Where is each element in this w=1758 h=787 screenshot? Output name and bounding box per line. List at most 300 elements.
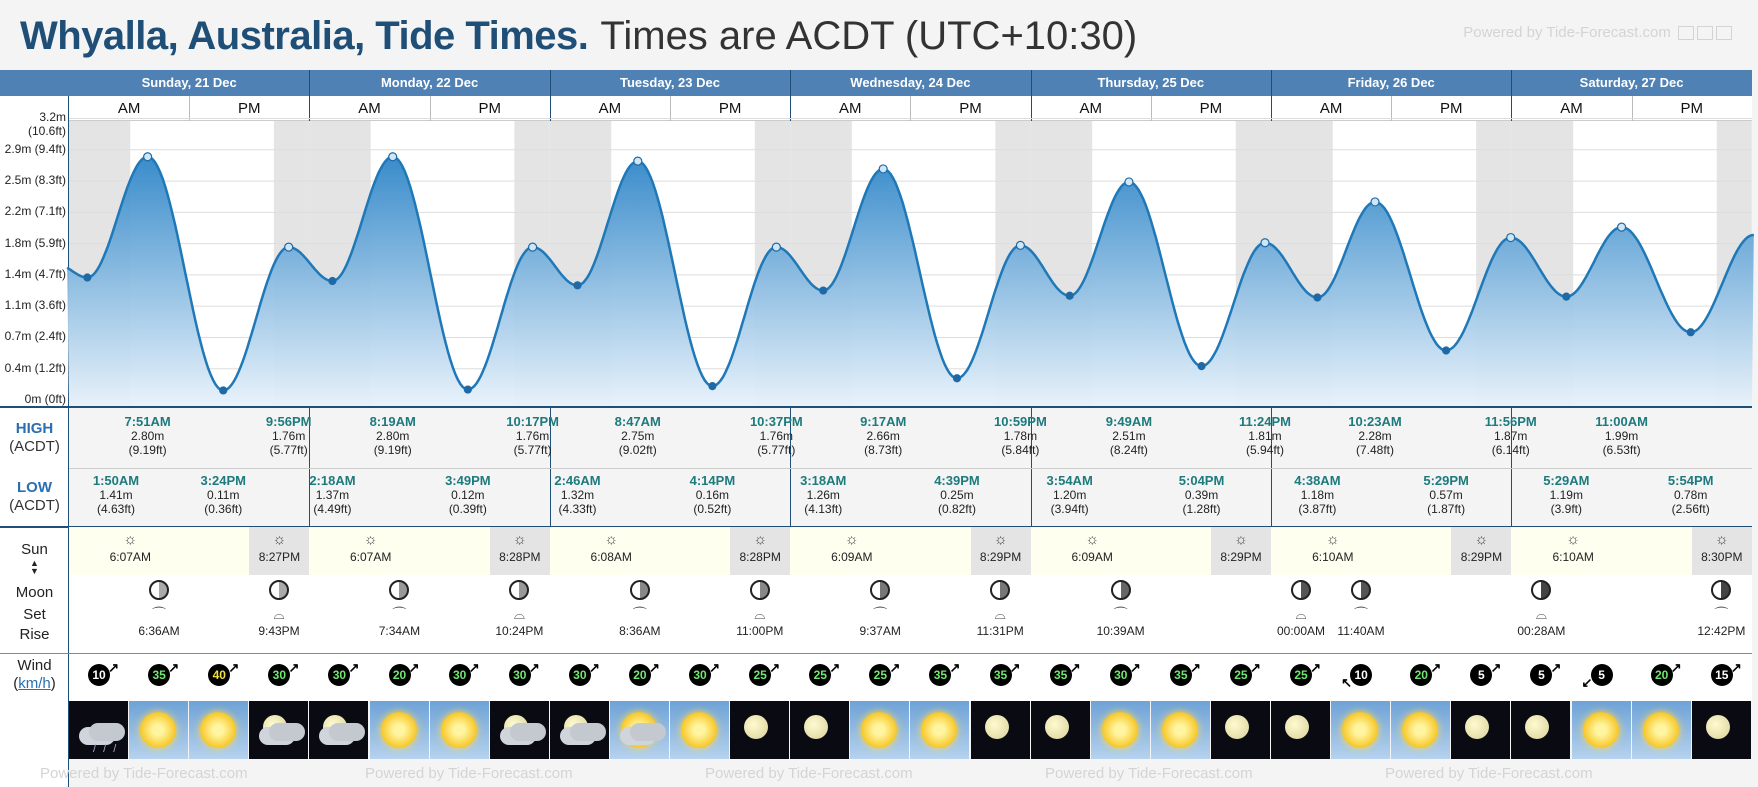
tide-time: 11:56PM — [1484, 414, 1537, 429]
tide-time: 9:49AM — [1105, 414, 1153, 429]
wind-speed: 35 — [933, 668, 948, 682]
sunrise-icon: ☼ — [1566, 531, 1581, 548]
wind-speed: 10 — [92, 668, 106, 682]
tide-time: 10:59PM — [994, 414, 1047, 429]
low-tide-entry — [667, 474, 757, 516]
tide-time: 10:17PM — [506, 414, 559, 429]
wind-speed: 20 — [392, 668, 407, 682]
wind-speed: 35 — [993, 668, 1008, 682]
low-tide-entry — [1157, 474, 1247, 516]
low-row-label — [0, 479, 69, 515]
sun-shape — [1583, 712, 1619, 748]
moonrise-time: 8:36AM — [619, 624, 661, 638]
wind-speed: 10 — [1354, 668, 1368, 682]
tide-height-ft: (5.77ft) — [269, 443, 308, 457]
noon-divider — [910, 96, 911, 121]
low-tide-point — [709, 383, 716, 390]
pm-label: PM — [1440, 100, 1463, 117]
sunrise-time: 6:10AM — [1312, 550, 1354, 564]
wind-speed: 30 — [693, 668, 707, 682]
tide-height-ft: (4.63ft) — [96, 502, 135, 516]
tide-height-ft: (6.14ft) — [1491, 443, 1530, 457]
tide-time: 9:17AM — [860, 414, 907, 429]
moonrise-icon: ⌒ — [392, 606, 407, 622]
moonrise-time: 7:34AM — [378, 624, 421, 638]
wind-direction-icon: ↗ — [1730, 660, 1742, 675]
y-tick-label: 1.8m (5.9ft) — [4, 235, 66, 250]
moon-phase-icon — [1291, 580, 1311, 600]
moon-label: Moon — [15, 584, 54, 601]
tide-height-ft: (0.39ft) — [448, 502, 487, 516]
moonset-time: 9:43PM — [258, 624, 300, 638]
tide-height-m: 1.87m — [1494, 429, 1528, 443]
chart-bottom-divider — [0, 406, 1752, 408]
sun-icon — [850, 701, 909, 759]
sun-shape — [381, 712, 417, 748]
high-tide-point — [1016, 241, 1024, 249]
am-label: AM — [1079, 100, 1102, 117]
sunrise-icon: ☼ — [123, 531, 138, 548]
y-tick-label: 0m (0ft) — [24, 392, 66, 406]
moonrise-icon: ⌒ — [632, 606, 647, 622]
moonrise-event — [603, 580, 677, 638]
noon-divider — [1151, 96, 1152, 121]
tide-height-m: 1.18m — [1300, 488, 1335, 502]
high-tide-point — [144, 153, 152, 161]
wind-speed-badge — [1711, 660, 1742, 686]
wind-speed-badge — [569, 660, 600, 686]
low-tide-entry — [1646, 474, 1736, 516]
moon-shape — [804, 715, 828, 739]
wind-speed: 40 — [212, 668, 226, 682]
cloud-shape — [630, 723, 666, 741]
sun-icon — [670, 701, 729, 759]
wind-direction-icon: ↗ — [1310, 660, 1322, 675]
tide-height-ft: (0.82ft) — [937, 502, 976, 516]
moon-shape — [1465, 715, 1489, 739]
y-tick-label: 2.9m (9.4ft) — [4, 141, 66, 156]
sun-shape — [921, 712, 957, 748]
wind-direction-icon: ↗ — [1550, 660, 1562, 675]
wind-speed: 25 — [873, 668, 888, 682]
rain-shape: / / / — [93, 743, 119, 755]
tide-height-ft: (0.52ft) — [693, 502, 732, 516]
sunset-time: 8:29PM — [1460, 550, 1503, 564]
sunrise-icon: ☼ — [363, 531, 378, 548]
sun-label: Sun — [21, 541, 48, 558]
wind-speed: 35 — [152, 668, 166, 682]
tide-height-m: 1.19m — [1549, 488, 1583, 502]
tide-height-ft: (4.33ft) — [558, 502, 597, 516]
sun-icon — [430, 701, 489, 759]
moon-phase-icon — [509, 580, 529, 600]
wind-speed-badge — [1050, 660, 1081, 686]
moonset-icon: ⌓ — [1535, 606, 1547, 622]
moon-icon — [1451, 701, 1510, 759]
tide-height-m: 2.80m — [130, 429, 165, 443]
moonset-time: 10:24PM — [495, 624, 544, 638]
wind-speed-badge — [1170, 660, 1201, 686]
wind-speed-badge — [88, 660, 120, 686]
low-tz-label: (ACDT) — [9, 497, 60, 514]
moon-icon — [1211, 701, 1270, 759]
tide-chart — [0, 121, 1752, 407]
tide-height-ft: (2.56ft) — [1671, 502, 1710, 516]
wind-speed: 15 — [1715, 668, 1729, 682]
moonset-time: 00:00AM — [1276, 624, 1326, 638]
sunrise-event — [576, 530, 646, 564]
sun-shape — [441, 712, 477, 748]
sunrise-time: 6:07AM — [109, 550, 151, 564]
sunset-icon: ☼ — [272, 531, 287, 548]
wind-speed: 20 — [633, 668, 647, 682]
sunrise-event — [1057, 530, 1127, 564]
day-header-label: Wednesday, 24 Dec — [850, 75, 971, 90]
sunset-icon: ☼ — [1474, 531, 1489, 548]
moon-icon — [1031, 701, 1090, 759]
moon-shape — [985, 715, 1009, 739]
tide-height-m: 2.28m — [1358, 429, 1392, 443]
wind-direction-icon: ↗ — [1189, 660, 1201, 675]
tide-height-ft: (8.73ft) — [864, 443, 903, 457]
tide-time: 7:51AM — [124, 414, 171, 429]
low-tide-entry — [71, 474, 161, 516]
low-tide-entry — [1025, 474, 1115, 516]
tide-height-m: 2.80m — [376, 429, 410, 443]
tide-height-ft: (9.02ft) — [618, 443, 657, 457]
am-label: AM — [598, 100, 622, 117]
moonset-time: 11:31PM — [976, 624, 1024, 638]
tide-time: 11:00AM — [1595, 414, 1648, 429]
y-tick-label: 0.4m (1.2ft) — [4, 360, 66, 375]
sun-icon — [1572, 701, 1631, 759]
wind-speed-badge — [449, 660, 480, 686]
sunset-time: 8:29PM — [1220, 550, 1262, 564]
moon-phase-icon — [1351, 580, 1371, 600]
wind-direction-icon: ↗ — [588, 660, 600, 675]
sun-updown-icon: ▲ ▼ — [30, 558, 39, 576]
sun-shape — [681, 712, 717, 748]
wind-speed: 25 — [1234, 668, 1248, 682]
tide-height-m: 1.76m — [759, 429, 793, 443]
sunset-icon: ☼ — [512, 531, 527, 548]
wind-speed-badge — [749, 660, 781, 686]
noon-divider — [430, 96, 431, 121]
sunset-time: 8:27PM — [258, 550, 301, 564]
wind-direction-icon: ↗ — [168, 660, 180, 675]
moonrise-icon: ⌒ — [873, 606, 888, 622]
y-tick-label: 1.4m (4.7ft) — [4, 266, 66, 281]
sunset-event — [244, 530, 314, 564]
tide-time: 3:18AM — [800, 473, 847, 488]
tide-height-m: 0.57m — [1429, 488, 1463, 502]
wind-direction-icon: ↗ — [408, 660, 420, 675]
high-tide-entry — [244, 415, 334, 457]
wind-direction-icon: ↗ — [228, 660, 240, 675]
high-tide-point — [1618, 223, 1626, 231]
wind-speed-badge — [629, 660, 660, 686]
y-tick-label: 3.2m (10.6ft) — [27, 110, 66, 139]
wind-speed-badge — [1341, 664, 1372, 690]
moonrise-time: 12:42PM — [1697, 624, 1746, 638]
moonset-time: 11:00PM — [736, 624, 784, 638]
powered-by-footer-5: Powered by Tide-Forecast.com — [1385, 765, 1593, 782]
low-tide-point — [329, 277, 336, 284]
pm-label: PM — [959, 100, 982, 117]
tide-height-m: 0.25m — [940, 488, 974, 502]
moon-phase-icon — [630, 580, 650, 600]
high-tide-point — [285, 243, 293, 251]
high-tide-point — [879, 165, 887, 173]
moonrise-event — [122, 580, 196, 638]
day-header-label: Thursday, 25 Dec — [1097, 75, 1205, 90]
low-tide-entry — [778, 474, 868, 516]
wind-direction-icon: ↗ — [1069, 660, 1081, 675]
am-label: AM — [1560, 100, 1583, 117]
sunrise-time: 6:07AM — [349, 550, 392, 564]
high-tide-entry — [1330, 415, 1420, 457]
wind-speed: 20 — [1414, 668, 1428, 682]
high-tide-entry — [1220, 415, 1310, 457]
high-tide-entry — [348, 415, 438, 457]
sun-shape — [140, 712, 176, 748]
logo-box-icon — [1716, 26, 1732, 40]
title-timezone: Times are ACDT (UTC+10:30) — [600, 13, 1138, 58]
wind-speed-badge — [389, 660, 420, 686]
low-tide-point — [574, 282, 581, 289]
tide-time: 5:29PM — [1423, 473, 1469, 488]
moon-phase-icon — [389, 580, 409, 600]
wind-speed: 35 — [1174, 668, 1188, 682]
sunset-event — [1687, 530, 1757, 564]
page-title — [20, 8, 1137, 64]
low-label: LOW — [17, 479, 52, 496]
day-header-label: Sunday, 21 Dec — [141, 75, 237, 90]
moon-shape — [1045, 715, 1069, 739]
moonrise-event — [843, 580, 917, 638]
sun-cloud-icon — [610, 701, 669, 759]
high-row-label — [0, 420, 69, 456]
sunset-icon: ☼ — [1234, 531, 1248, 548]
high-label: HIGH — [15, 420, 54, 437]
sun-shape — [1102, 712, 1138, 748]
high-tide-entry — [975, 415, 1065, 457]
sunset-icon: ☼ — [1714, 531, 1729, 548]
tide-time: 8:47AM — [614, 414, 661, 429]
high-tide-entry — [731, 415, 821, 457]
tide-time: 3:54AM — [1046, 473, 1093, 488]
sun-shape — [1342, 712, 1378, 748]
wind-speed: 30 — [332, 668, 347, 682]
tide-time: 5:54PM — [1667, 473, 1714, 488]
low-tide-point — [1687, 329, 1694, 336]
moonset-icon: ⌓ — [513, 606, 525, 622]
tide-time: 9:56PM — [265, 414, 312, 429]
moonrise-event — [1324, 580, 1398, 638]
wind-speed: 25 — [1294, 668, 1308, 682]
wind-speed: 35 — [1053, 668, 1068, 682]
y-tick-label: 2.5m (8.3ft) — [4, 173, 66, 188]
moon-icon — [971, 701, 1030, 759]
moon-shape — [744, 715, 768, 739]
wind-speed: 30 — [573, 668, 587, 682]
pm-label: PM — [718, 100, 742, 117]
tide-height-ft: (1.87ft) — [1427, 502, 1466, 516]
wind-speed-badge — [148, 660, 180, 686]
wind-direction-icon: ↗ — [709, 660, 721, 675]
sun-icon — [370, 701, 429, 759]
title-location: Whyalla, Australia, Tide Times. — [20, 13, 589, 58]
low-tide-point — [1066, 292, 1073, 299]
tide-height-m: 0.12m — [451, 488, 485, 502]
moonrise-icon: ⌒ — [1354, 606, 1368, 622]
moonset-event — [242, 580, 316, 638]
powered-by-watermark — [1463, 24, 1732, 41]
y-tick-label: 2.2m (7.1ft) — [4, 204, 66, 219]
sun-shape — [1162, 712, 1198, 748]
wind-direction-icon: ↗ — [829, 660, 841, 675]
moon-icon — [1271, 701, 1330, 759]
wind-direction-icon: ↗ — [1490, 660, 1502, 675]
tide-time: 8:19AM — [369, 414, 416, 429]
day-header-label: Saturday, 27 Dec — [1579, 75, 1684, 90]
cloud-shape — [510, 723, 546, 741]
moon-phase-icon — [870, 580, 890, 600]
wind-direction-icon: ↗ — [1009, 660, 1021, 675]
moon-rise-label: Rise — [19, 626, 50, 643]
tide-height-ft: (5.94ft) — [1245, 443, 1284, 457]
wind-speed: 30 — [513, 668, 527, 682]
moon-shape — [1525, 715, 1549, 739]
low-tide-entry — [533, 474, 623, 516]
am-label: AM — [839, 100, 862, 117]
low-tide-point — [820, 287, 827, 294]
high-low-divider — [69, 468, 1752, 469]
tide-height-m: 1.81m — [1248, 429, 1282, 443]
sunrise-event — [336, 530, 406, 564]
tide-time: 3:49PM — [445, 473, 491, 488]
moonrise-event — [1684, 580, 1758, 638]
sunset-event — [725, 530, 795, 564]
moon-icon — [1511, 701, 1570, 759]
y-tick-label: 0.7m (2.4ft) — [4, 329, 66, 344]
sunset-time: 8:28PM — [739, 550, 781, 564]
am-label: AM — [1319, 100, 1343, 117]
moon-phase-icon — [269, 580, 289, 600]
wind-direction-icon: ↗ — [1129, 660, 1141, 675]
day-header-label: Tuesday, 23 Dec — [620, 75, 720, 90]
wind-direction-icon: ↗ — [108, 660, 120, 675]
moonset-icon: ⌓ — [754, 606, 766, 622]
moonset-event — [963, 580, 1037, 638]
powered-by-footer-2: Powered by Tide-Forecast.com — [365, 765, 573, 782]
tide-height-ft: (4.49ft) — [313, 502, 352, 516]
moon-shape — [1706, 715, 1730, 739]
low-tide-entry — [287, 474, 377, 516]
tide-height-m: 1.99m — [1604, 429, 1639, 443]
moonrise-icon: ⌒ — [152, 606, 166, 622]
low-tide-entry — [912, 474, 1002, 516]
moon-phase-icon — [750, 580, 770, 600]
wind-speed: 25 — [813, 668, 827, 682]
tide-height-ft: (3.94ft) — [1050, 502, 1089, 516]
high-tide-point — [529, 243, 537, 251]
moon-phase-icon — [1711, 580, 1731, 600]
sunrise-event — [817, 530, 887, 564]
noon-divider — [670, 96, 671, 121]
logo-box-icon — [1678, 26, 1694, 40]
noon-divider — [1391, 96, 1392, 121]
wind-speed: 25 — [753, 668, 767, 682]
sunrise-icon: ☼ — [604, 531, 619, 548]
logo-box-icon — [1697, 26, 1713, 40]
sun-shape — [861, 712, 897, 748]
tide-height-ft: (1.28ft) — [1182, 502, 1221, 516]
low-tide-entry — [1521, 474, 1611, 516]
moonrise-icon: ⌒ — [1113, 606, 1128, 622]
moon-icon — [790, 701, 849, 759]
tide-height-m: 1.20m — [1052, 488, 1087, 502]
cloud-shape — [269, 723, 305, 741]
moon-cloud-icon — [490, 701, 549, 759]
moonset-event — [1504, 580, 1578, 638]
low-tide-point — [1563, 293, 1570, 300]
tide-time: 2:18AM — [309, 473, 356, 488]
moon-cloud-icon — [550, 701, 609, 759]
high-tide-entry — [103, 415, 193, 457]
low-tide-entry — [423, 474, 513, 516]
wind-speed: 30 — [1114, 668, 1128, 682]
pm-label: PM — [478, 100, 501, 117]
wind-speed-badge — [990, 660, 1021, 686]
tide-time: 11:24PM — [1238, 414, 1291, 429]
sunrise-icon: ☼ — [1325, 531, 1340, 548]
wind-speed-badge — [509, 660, 540, 686]
tide-height-m: 1.32m — [560, 488, 595, 502]
tide-height-ft: (0.36ft) — [204, 502, 243, 516]
wind-direction-icon: ↗ — [288, 660, 300, 675]
wind-speed-badge — [1581, 664, 1613, 690]
moon-set-label: Set — [23, 606, 46, 623]
tide-time: 2:46AM — [554, 473, 601, 488]
sun-icon — [189, 701, 248, 759]
tide-height-ft: (5.77ft) — [757, 443, 796, 457]
tide-height-ft: (6.53ft) — [1602, 443, 1641, 457]
moonrise-time: 11:40AM — [1337, 624, 1385, 638]
tide-height-m: 0.39m — [1184, 488, 1219, 502]
wind-unit-link[interactable]: km/h — [18, 675, 51, 692]
tide-height-m: 2.51m — [1112, 429, 1146, 443]
moon-cloud-icon — [309, 701, 368, 759]
tide-height-m: 1.78m — [1003, 429, 1038, 443]
low-tide-point — [84, 274, 91, 281]
tide-height-ft: (3.87ft) — [1298, 502, 1337, 516]
tide-height-m: 1.76m — [272, 429, 306, 443]
tide-height-m: 1.37m — [315, 488, 350, 502]
moonset-icon: ⌓ — [1295, 606, 1307, 622]
sunset-time: 8:28PM — [499, 550, 541, 564]
sunset-time: 8:30PM — [1701, 550, 1743, 564]
rain-cloud-night-icon — [69, 701, 128, 759]
wind-direction-icon: ↗ — [769, 660, 781, 675]
tide-height-m: 2.75m — [621, 429, 655, 443]
moonrise-icon: ⌒ — [1714, 606, 1729, 622]
tide-time: 3:24PM — [200, 473, 247, 488]
am-label: AM — [117, 100, 141, 117]
pm-label: PM — [1680, 100, 1703, 117]
wind-direction-icon: ↗ — [889, 660, 901, 675]
wind-speed: 5 — [1598, 668, 1605, 682]
